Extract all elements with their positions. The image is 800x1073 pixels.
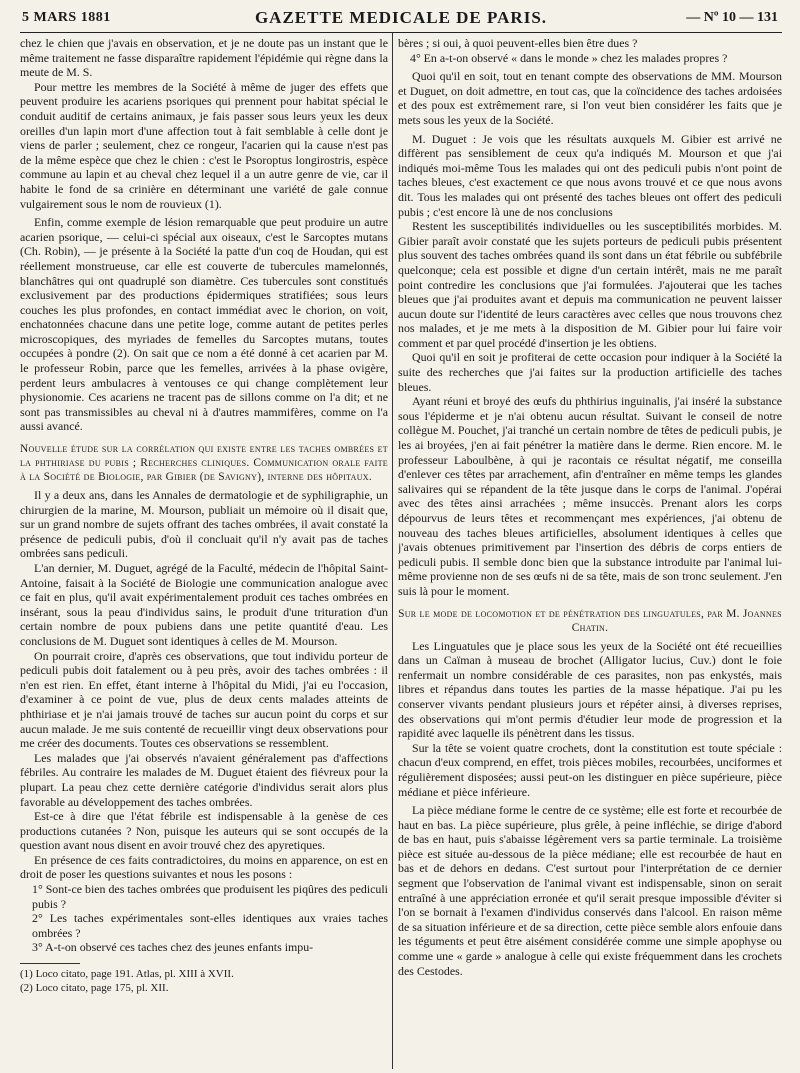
footnote: (1) Loco citato, page 191. Atlas, pl. XIII à XVII.	[20, 968, 234, 981]
paragraph: L'an dernier, M. Duguet, agrégé de la Faculté, médecin de l'hôpital Saint-Antoine, faisait à la Société de Biologie une communication analogue avec ce fait en plus, qu'il avait expérimentalement produit ces taches ombrées en insérant, sous la peau d'individus sains, le produit d'une trituration d'un certain nombre de poux pubiens dans une petite quantité d'eau. Les conclusions de M. Duguet sont identiques à celles de M. Mourson.	[20, 561, 388, 648]
paragraph: Pour mettre les membres de la Société à même de juger des effets que peuvent produire les acariens psoriques qui prennent pour habitat spécial le conduit auditif de certains animaux, je fais passer sous leurs yeux les deux oreilles d'un lapin mort d'une affection tout à fait semblable à celle dont je viens de parler ; seulement, chez ce rongeur, l'acarien qui la cause n'est pas de la même espèce que chez le chien : c'est le Psoroptus longirostris, espèce commune au lapin et au cheval chez lequel il a un autre genre de vie, car il habite le fond de sa crinière en déterminant une variété de gale connue vulgairement sous le nom de rouvieux (1).	[20, 79, 388, 211]
paragraph: La pièce médiane forme le centre de ce système; elle est forte et recourbée de haut en bas. La pièce supérieure, plus grêle, à peine infléchie, se dirige d'abord de bas en haut, puis s'abaisse légèrement vers sa partie terminale. La troisième pièce est située au-dessous de la pièce médiane; elle est recourbée de haut en bas et de dehors en dedans. C'est surtout pour l'interprétation de ce dernier segment que l'observation de l'animal vivant est indispensable, sinon on serait entraîné à une appréciation erronée et qu'il serait presque impossible d'éviter si l'on se bornait à l'examen d'individus conservés dans l'alcool. En raison même de sa situation inférieure et de sa direction, cette pièce semble alors enfouie dans les téguments et peut être aisément considérée comme une simple apophyse ou comme une « garde » analogue à celle qui existe fréquemment dans les crochets des Cestodes.	[398, 803, 782, 978]
right-column	[398, 36, 782, 1069]
question-item: 3° A-t-on observé ces taches chez des jeunes enfants impu-	[32, 940, 314, 955]
section-title: Nouvelle étude sur la corrélation qui existe entre les taches ombrées et la phthiriase du pubis ; Recherches cliniques. Communication orale faite à la Société de Biologie, par Gibier (de Savigny), interne des hôpitaux.	[20, 443, 388, 484]
paragraph: En présence de ces faits contradictoires, du moins en apparence, on est en droit de poser les questions suivantes et nous les posons :	[20, 852, 388, 882]
paragraph: Est-ce à dire que l'état fébrile est indispensable à la genèse de ces productions cutanées ? Non, puisque les auteurs qui se sont occupés de la question avant nous disent en avoir trouvé chez des apyretiques.	[20, 809, 388, 853]
question-item: 2° Les taches expérimentales sont-elles identiques aux vraies taches ombrées ?	[32, 911, 388, 940]
paragraph: bères ; si oui, à quoi peuvent-elles bien être dues ?	[398, 36, 638, 50]
footnote: (2) Loco citato, page 175, pl. XII.	[20, 981, 169, 994]
paragraph: On pourrait croire, d'après ces observations, que tout individu porteur de pediculi pubis doit fatalement ou à peu près, avoir des taches ombrées : il n'en est rien. En effet, étant interne à l'hôpital du Midi, j'ai eu l'occasion, d'examiner à ce point de vue, plus de deux cents malades atteints de phthiriase et je n'ai jamais trouvé de taches sur aucun point du corps et sur aucun malade. Je me suis contenté de recueillir vingt deux observations pour me créer des documents. Toutes ces observations se ressemblent.	[20, 648, 388, 751]
left-column	[20, 36, 388, 1069]
paragraph: Quoi qu'il en soit, tout en tenant compte des observations de MM. Mourson et Duguet, on doit admettre, en tout cas, que la coïncidence des taches ardoisées et des poux est extrêmement rare, si l'on veut bien considérer les faits que je mets sous les yeux de la Société.	[398, 69, 782, 127]
paragraph: Enfin, comme exemple de lésion remarquable que peut produire un autre acarien psorique, — celui-ci spécial aux oiseaux, c'est le Sarcoptes mutans (Ch. Robin), — je présente à la Société la patte d'un coq de Houdan, qui est réellement monstrueuse, car elle est couverte de tubercules mamelonnés, blanchâtres qui ont quadruplé son diamètre. Ces tubercules sont constitués exclusivement par des productions épidermiques stratifiées; sous leurs couches les plus profondes, en contact immédiat avec le chorion, on voit, enchatonnées chacune dans une petite loge, comme autant de petites perles microscopiques, des myriades de femelles du Sarcoptes mutans, toutes occupées à pondre (2). On sait que ce nom a été donné à cet acarien par M. le professeur Robin, parce que les femelles, arrivées à la phase ovigère, perdent leurs ambulacres à ventouses ce qui change complètement leur physionomie. Ces acariens ne tracent pas de sillons comme on l'a dit; et ne sont pas transmissibles au cheval ni à d'autres mammifères, comme on l'a aussi avancé.	[20, 215, 388, 434]
page-header	[20, 6, 782, 33]
page-number: — Nº 10 — 131	[686, 10, 778, 25]
issue-date: 5 MARS 1881	[22, 10, 111, 25]
section-title: Sur le mode de locomotion et de pénétration des linguatules, par M. Joannes Chatin.	[398, 607, 782, 634]
paragraph: chez le chien que j'avais en observation, et je ne doute pas un instant que le même traitement ne fasse disparaître rapidement l'épidémie qui règne dans la meute de M. S.	[20, 36, 388, 80]
column-divider	[392, 32, 393, 1069]
question-item: 4° En a-t-on observé « dans le monde » chez les malades propres ?	[410, 50, 728, 65]
paragraph: Les malades que j'ai observés n'avaient généralement pas d'affections fébriles. Au contraire les malades de M. Duguet étaient des fiévreux pour la plupart. La peau chez cette dernière catégorie d'individus serait alors plus favorable au développement des taches ombrées.	[20, 750, 388, 809]
paragraph: Restent les susceptibilités individuelles ou les susceptibilités morbides. M. Gibier paraît avoir constaté que les sujets porteurs de pediculi pubis présentent plus souvent des taches ombrées quand ils sont dans un état fébrile ou subfébrile quelconque; cela est possible et digne d'un certain intérêt, mais ne me paraît point contredire les conclusions que j'ai formulées. J'ajouterai que les taches bleues que j'ai produites avant et depuis ma communication ne peuvent laisser aucun doute sur l'identité de leurs caractères avec celles que nous trouvons chez nos malades, et je me mets à la disposition de M. Gibier pour lui faire voir comment et par quel procédé d'insertion je les obtiens.	[398, 219, 782, 350]
paragraph: Les Linguatules que je place sous les yeux de la Société ont été recueillies dans un Caïman à museau de brochet (Alligator lucius, Cuv.) dont le foie renfermait un nombre considérable de ces parasites, non pas enkystés, mais libres et répandus dans toutes les parties de la masse hépatique. J'ai pu les conserver vivants pendant plusieurs jours et répéter ainsi, à diverses reprises, des observations qui m'ont permis d'étudier leur mode de progression et la rapidité avec laquelle ils pénètrent dans les tissus.	[398, 638, 782, 741]
paragraph: M. Duguet : Je vois que les résultats auxquels M. Gibier est arrivé ne diffèrent pas sensiblement de ceux qu'a indiqués M. Mourson et que j'ai indiqués moi-même Tous les malades qui ont des pediculi pubis n'ont point de taches bleues, c'est exactement ce que nous avons trouvé et ce que nous avons dit. Tous les malades qui ont présenté des taches bleues ont offert des pediculi pubis ; c'est encore là une de nos conclusions	[398, 131, 782, 219]
paragraph: Ayant réuni et broyé des œufs du phthirius inguinalis, j'ai inséré la substance sous l'épiderme et je n'ai obtenu aucun résultat. Suivant le conseil de notre collègue M. Pouchet, j'ai tranché un certain nombre de têtes de pediculi pubis, je les ai broyées, j'en ai fait pénétrer la matière dans le derme. Rien encore. M. le professeur Laboulbène, à qui je racontais ce résultat négatif, me conseilla d'enlever ces têtes par arrachement, afin d'entraîner en même temps les glandes salivaires qui se répandent de la tête jusque dans le corps de l'animal. J'opérai avec des têtes ainsi arrachées ; même insuccès. Prenant alors les corps dépourvus de leurs têtes et recommençant mes expériences, j'ai obtenu de nouveau des taches bleues artificielles, absolument identiques à celles que j'avais obtenues primitivement par l'insertion des débris de corps entiers de pediculi pubis. Il semble donc bien que la substance introduite par l'animal lui-même provienne non de ses œufs ni de sa tête, mais de son tronc seulement. J'en suis là pour le moment.	[398, 394, 782, 598]
paragraph: Quoi qu'il en soit je profiterai de cette occasion pour indiquer à la Société la suite des recherches que j'ai faites sur la production artificielle des taches bleues.	[398, 350, 782, 394]
paragraph: Sur la tête se voient quatre crochets, dont la constitution est toute spéciale : chacun d'eux comprend, en effet, trois pièces mobiles, recourbées, unciformes et régulièrement disposées; aussi peut-on les distinguer en pièce supérieure, pièce médiane et pièce inférieure.	[398, 740, 782, 799]
question-item: 1° Sont-ce bien des taches ombrées que produisent les piqûres des pediculi pubis ?	[32, 882, 388, 911]
journal-title: GAZETTE MEDICALE DE PARIS.	[254, 8, 548, 27]
paragraph: Il y a deux ans, dans les Annales de dermatologie et de syphiligraphie, un chirurgien de la marine, M. Mourson, publiait un mémoire où il disait que, sur un grand nombre de sujets offrant des taches ombrées, il avait constaté la présence de pediculi pubis, d'où il concluait qu'il n'y avait pas de taches ombrées sans pediculi.	[20, 488, 388, 561]
footnote-rule	[20, 963, 80, 964]
article-columns	[20, 36, 782, 1069]
